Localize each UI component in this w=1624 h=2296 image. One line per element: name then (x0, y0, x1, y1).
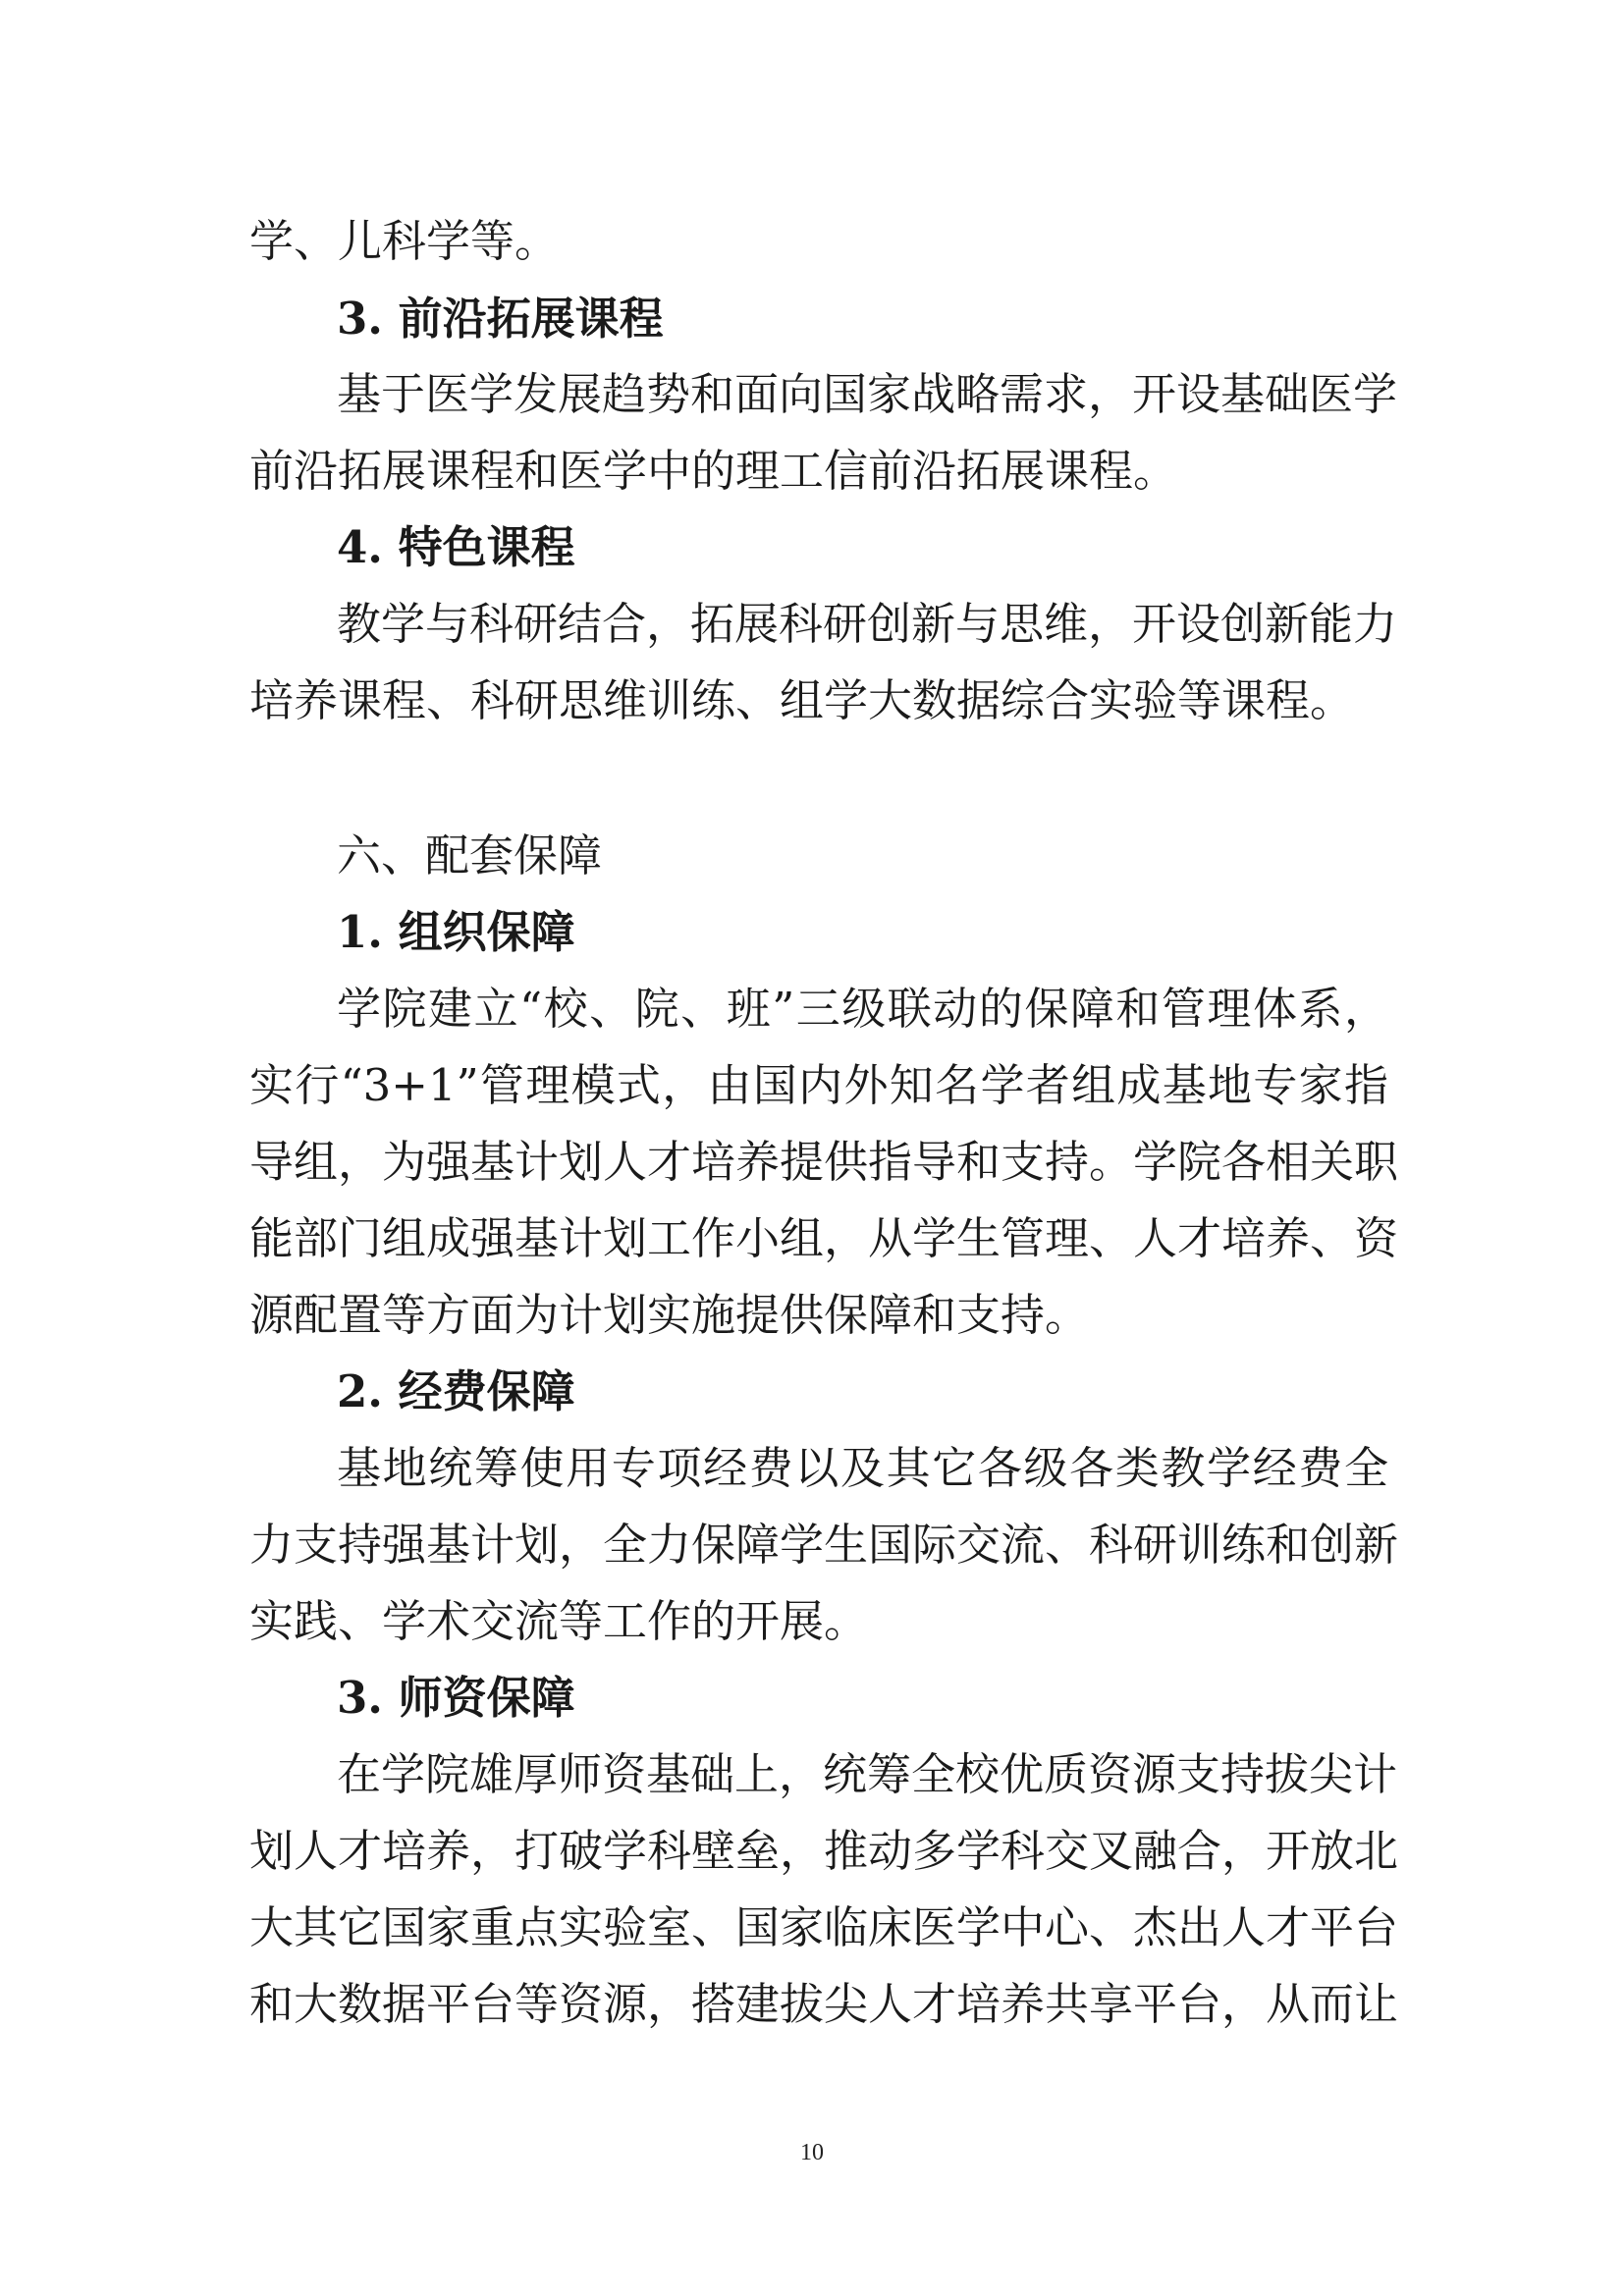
paragraph-line: 源配置等方面为计划实施提供保障和支持。 (249, 1289, 1090, 1341)
paragraph-line: 学、儿科学等。 (249, 215, 560, 267)
page-number: 10 (800, 2140, 824, 2165)
paragraph-line: 能部门组成强基计划工作小组，从学生管理、人才培养、资 (249, 1212, 1399, 1264)
subheading-funding: 2. 经费保障 (337, 1365, 575, 1417)
paragraph-line: 和大数据平台等资源，搭建拔尖人才培养共享平台，从而让 (249, 1978, 1399, 2030)
paragraph-line: 导组，为强基计划人才培养提供指导和支持。学院各相关职 (249, 1136, 1399, 1188)
paragraph-line: 教学与科研结合，拓展科研创新与思维，开设创新能力 (337, 598, 1398, 650)
paragraph-line: 前沿拓展课程和医学中的理工信前沿拓展课程。 (249, 445, 1178, 497)
paragraph-line: 力支持强基计划，全力保障学生国际交流、科研训练和创新 (249, 1519, 1399, 1571)
paragraph-line: 大其它国家重点实验室、国家临床医学中心、杰出人才平台 (249, 1901, 1399, 1953)
paragraph-line: 培养课程、科研思维训练、组学大数据综合实验等课程。 (249, 674, 1355, 726)
section-heading-support: 六、配套保障 (337, 829, 603, 881)
paragraph-line: 基地统筹使用专项经费以及其它各级各类教学经费全 (337, 1442, 1388, 1494)
subheading-frontier-courses: 3. 前沿拓展课程 (337, 293, 664, 345)
paragraph-line: 划人才培养，打破学科壁垒，推动多学科交叉融合，开放北 (249, 1825, 1399, 1877)
paragraph-line: 实行“3+1”管理模式，由国内外知名学者组成基地专家指 (249, 1059, 1388, 1111)
paragraph-line: 学院建立“校、院、班”三级联动的保障和管理体系， (337, 983, 1388, 1035)
paragraph-line: 在学院雄厚师资基础上，统筹全校优质资源支持拔尖计 (337, 1748, 1398, 1800)
paragraph-line: 实践、学术交流等工作的开展。 (249, 1595, 869, 1647)
subheading-organization: 1. 组织保障 (337, 906, 575, 958)
paragraph-line: 基于医学发展趋势和面向国家战略需求，开设基础医学 (337, 368, 1398, 420)
subheading-featured-courses: 4. 特色课程 (337, 521, 575, 573)
subheading-faculty: 3. 师资保障 (337, 1672, 575, 1724)
